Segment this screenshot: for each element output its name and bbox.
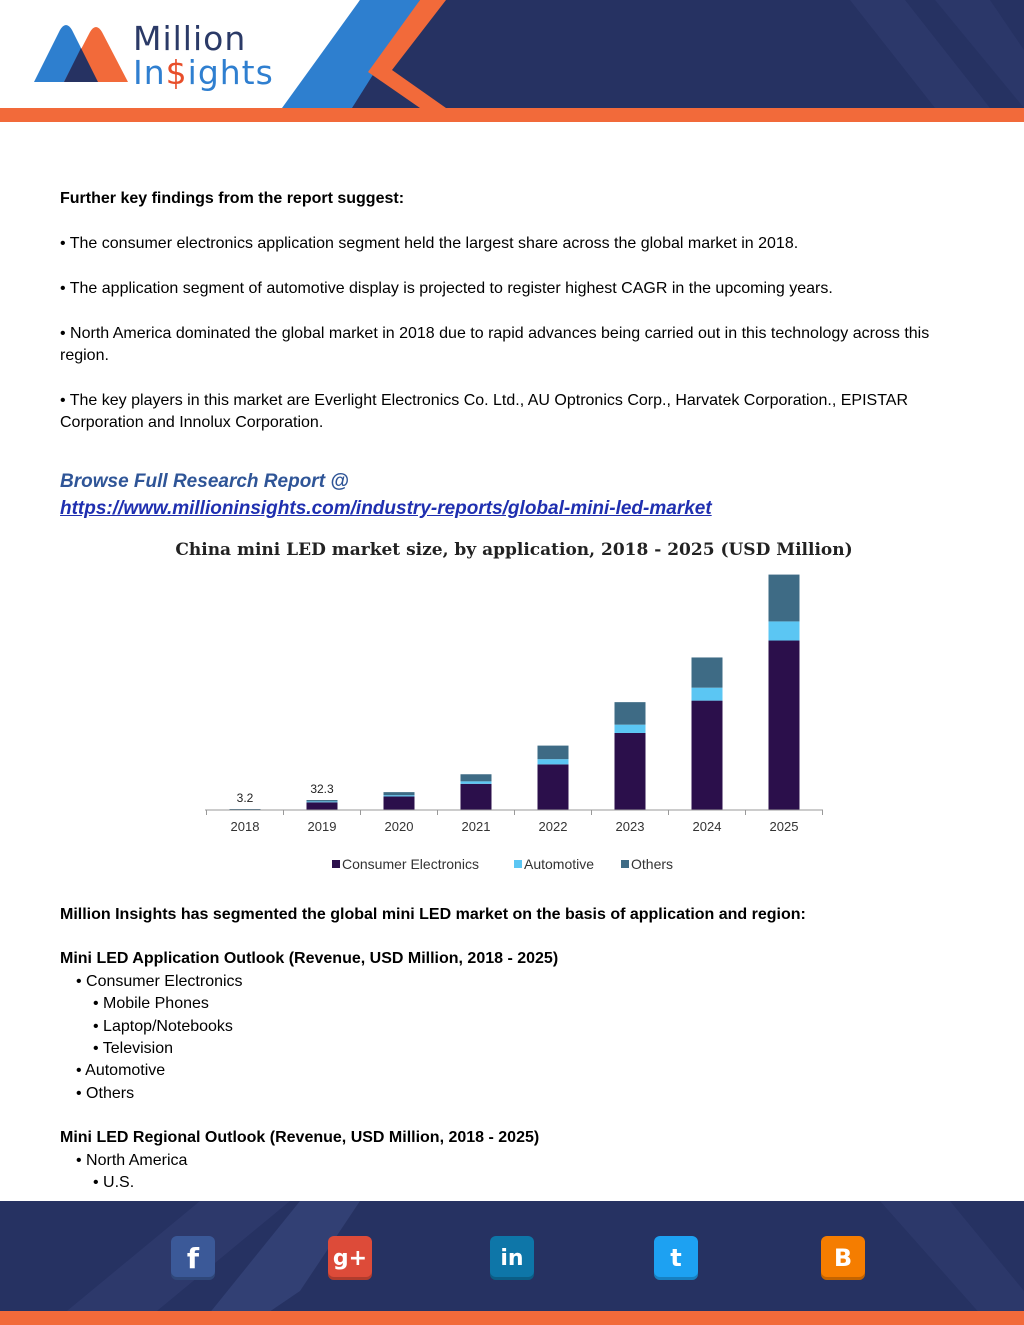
- bar-others-2023: [615, 702, 646, 724]
- data-label-2019: 32.3: [310, 782, 334, 797]
- google-plus-icon[interactable]: [328, 1236, 372, 1280]
- list-item: • Others: [76, 1084, 135, 1102]
- x-tick-label-2021: 2021: [461, 819, 491, 834]
- x-tick-label-2022: 2022: [538, 819, 568, 834]
- linkedin-glyph: in: [500, 1245, 524, 1271]
- bar-others-2018: [230, 809, 261, 810]
- bar-automotive-2025: [769, 621, 800, 640]
- regional-heading: Mini LED Regional Outlook (Revenue, USD Million, 2018 - 2025): [60, 1129, 540, 1147]
- bar-consumer-electronics-2020: [384, 796, 415, 810]
- bar-automotive-2021: [461, 781, 492, 783]
- legend-label-automotive: Automotive: [524, 856, 595, 872]
- bar-others-2021: [461, 774, 492, 781]
- findings-section: [60, 188, 970, 522]
- legend-label-others: Others: [631, 856, 674, 872]
- bar-consumer-electronics-2022: [538, 764, 569, 810]
- x-tick-label-2020: 2020: [384, 819, 414, 834]
- finding-item: • The application segment of automotive display is projected to register highest CAGR in the upcoming years.: [60, 280, 833, 297]
- data-label-2018: 3.2: [236, 791, 254, 806]
- bar-others-2022: [538, 746, 569, 760]
- chart-title: China mini LED market size, by application, 2018 - 2025 (USD Million): [175, 540, 853, 560]
- logo-wordmark: [133, 19, 274, 92]
- twitter-icon[interactable]: [654, 1236, 698, 1280]
- logo-dollar-sign: $: [165, 53, 188, 92]
- x-tick-label-2019: 2019: [307, 819, 337, 834]
- bar-consumer-electronics-2021: [461, 784, 492, 810]
- bar-automotive-2022: [538, 759, 569, 764]
- list-item: • Laptop/Notebooks: [93, 1017, 233, 1035]
- bar-others-2020: [384, 792, 415, 795]
- x-tick-label-2023: 2023: [615, 819, 645, 834]
- chart-svg: [160, 533, 860, 883]
- list-item: • U.S.: [93, 1174, 135, 1192]
- list-item: • Consumer Electronics: [76, 972, 243, 990]
- legend-label-consumer-electronics: Consumer Electronics: [342, 856, 479, 872]
- bar-consumer-electronics-2019: [307, 802, 338, 810]
- bar-automotive-2020: [384, 795, 415, 796]
- blogger-icon[interactable]: [821, 1236, 865, 1280]
- page-header: [0, 0, 1024, 122]
- bar-consumer-electronics-2024: [692, 701, 723, 810]
- bar-consumer-electronics-2023: [615, 733, 646, 810]
- bar-others-2019: [307, 800, 338, 801]
- finding-item: • North America dominated the global market in 2018 due to rapid advances being carried out in this technology across this region.: [60, 325, 930, 364]
- twitter-glyph: t: [670, 1244, 682, 1272]
- bar-consumer-electronics-2025: [769, 641, 800, 810]
- list-item: • North America: [76, 1151, 188, 1169]
- x-tick-label-2024: 2024: [692, 819, 722, 834]
- finding-item: • The consumer electronics application segment held the largest share across the global market in 2018.: [60, 235, 799, 252]
- logo-line-1: Million: [133, 19, 247, 58]
- market-size-chart: [160, 533, 860, 883]
- browse-label: Browse Full Research Report @: [60, 471, 349, 492]
- blogger-glyph: B: [833, 1244, 853, 1272]
- bar-others-2025: [769, 575, 800, 622]
- facebook-glyph: f: [186, 1241, 200, 1275]
- finding-item: • The key players in this market are Everlight Electronics Co. Ltd., AU Optronics Corp., Harvatek Corporation., EPISTAR Corporation and Innolux Corporation.: [60, 392, 909, 431]
- logo-line-2-start: In: [133, 53, 166, 92]
- x-tick-label-2025: 2025: [769, 819, 799, 834]
- facebook-icon[interactable]: [171, 1236, 215, 1280]
- legend-swatch-automotive: [514, 860, 522, 868]
- report-link[interactable]: https://www.millioninsights.com/industry-reports/global-mini-led-market: [60, 498, 712, 519]
- legend-swatch-consumer-electronics: [332, 860, 340, 868]
- bar-automotive-2023: [615, 725, 646, 733]
- logo-line-2: [133, 53, 274, 92]
- linkedin-icon[interactable]: [490, 1236, 534, 1280]
- google-plus-glyph: g+: [332, 1245, 368, 1271]
- segmentation-section: [60, 904, 970, 1194]
- findings-heading: Further key findings from the report suggest:: [60, 190, 405, 207]
- logo-line-2-end: ights: [187, 53, 274, 92]
- legend-swatch-others: [621, 860, 629, 868]
- segmentation-intro: Million Insights has segmented the global mini LED market on the basis of application and region:: [60, 906, 806, 923]
- logo-mark-icon: [28, 20, 138, 90]
- application-heading: Mini LED Application Outlook (Revenue, USD Million, 2018 - 2025): [60, 950, 559, 968]
- list-item: • Automotive: [76, 1062, 166, 1080]
- list-item: • Television: [93, 1040, 174, 1058]
- bar-automotive-2024: [692, 688, 723, 701]
- bar-automotive-2019: [307, 801, 338, 802]
- x-tick-label-2018: 2018: [230, 819, 260, 834]
- list-item: • Mobile Phones: [93, 995, 209, 1013]
- bar-others-2024: [692, 657, 723, 687]
